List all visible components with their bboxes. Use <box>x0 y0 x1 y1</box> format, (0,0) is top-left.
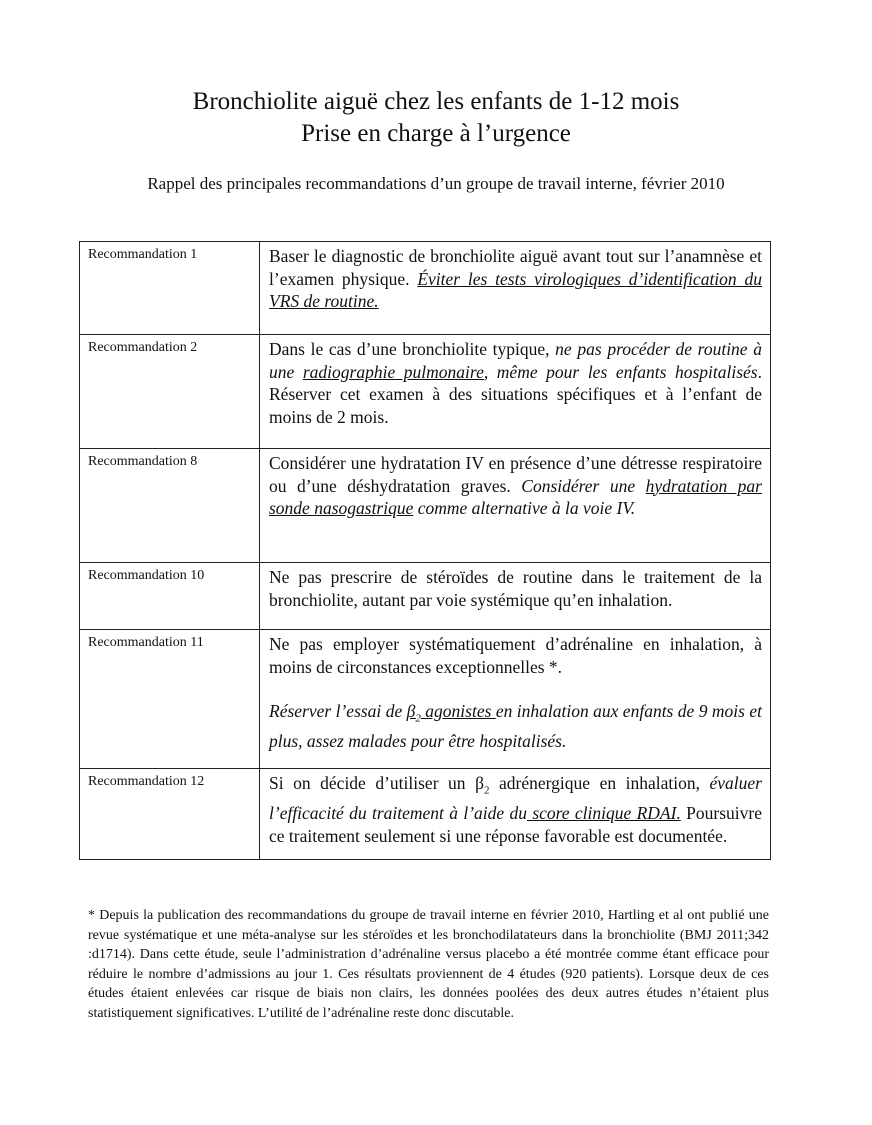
recommendation-label: Recommandation 12 <box>80 769 260 860</box>
table-row <box>80 242 771 335</box>
recommendations-table <box>79 241 771 860</box>
recommendation-text: Ne pas prescrire de stéroïdes de routine dans le traitement de la bronchiolite, autant par voie systémique qu’en inhalation. <box>260 563 771 630</box>
page-title-line2: Prise en charge à l’urgence <box>301 120 571 147</box>
page-subtitle: Rappel des principales recommandations d’un groupe de travail interne, février 2010 <box>147 174 725 193</box>
table-row <box>80 449 771 563</box>
table-row <box>80 630 771 769</box>
recommendation-label: Recommandation 2 <box>80 335 260 449</box>
recommendation-text: Dans le cas d’une bronchiolite typique, ne pas procéder de routine à une radiographie pulmonaire, même pour les enfants hospitalisés. Réserver cet examen à des situations spécifiques et à l’enfant de moins de 2 mois. <box>260 335 771 449</box>
page-title: Bronchiolite aiguë chez les enfants de 1-12 mois <box>192 88 680 115</box>
recommendation-text: Baser le diagnostic de bronchiolite aiguë avant tout sur l’anamnèse et l’examen physique. Éviter les tests virologiques d’identification du VRS de routine. <box>260 242 771 335</box>
recommendation-text: Considérer une hydratation IV en présence d’une détresse respiratoire ou d’une déshydratation graves. Considérer une hydratation par sonde nasogastrique comme alternative à la voie IV. <box>260 449 771 563</box>
recommendation-text: Ne pas employer systématiquement d’adrénaline en inhalation, à moins de circonstances exceptionnelles *. Réserver l’essai de $\beta_2$ agonistes en inhalation aux enfants de 9 mois et plus, assez malades pour être hospitalisés. <box>260 630 771 769</box>
table-row <box>80 769 771 860</box>
recommendation-label: Recommandation 1 <box>80 242 260 335</box>
table-row <box>80 563 771 630</box>
recommendation-label: Recommandation 8 <box>80 449 260 563</box>
table-row <box>80 335 771 449</box>
recommendation-label: Recommandation 10 <box>80 563 260 630</box>
recommendation-label: Recommandation 11 <box>80 630 260 769</box>
footnote: * Depuis la publication des recommandations du groupe de travail interne en février 2010, Hartling et al ont publié une revue systématique et une méta-analyse sur les stéroïdes et les bronchodilatateurs dans la bronchiolite (BMJ 2011;342 :d1714). Dans cette étude, seule l’administration d’adrénaline versus placebo a été montrée comme étant efficace pour réduire le nombre d’admissions au jour 1. Ces résultats proviennent de 4 études (920 patients). Lorsque deux de ces études étaient enlevées car risque de biais non clairs, les données poolées des deux autres études n’étaient plus statistiquement significatives. L’utilité de l’adrénaline reste donc discutable. <box>88 908 769 1021</box>
recommendation-text: Si on décide d’utiliser un $\beta_2$ adrénergique en inhalation, évaluer l’efficacité du traitement à l’aide du score clinique RDAI. Poursuivre ce traitement seulement si une réponse favorable est documentée. <box>260 769 771 860</box>
